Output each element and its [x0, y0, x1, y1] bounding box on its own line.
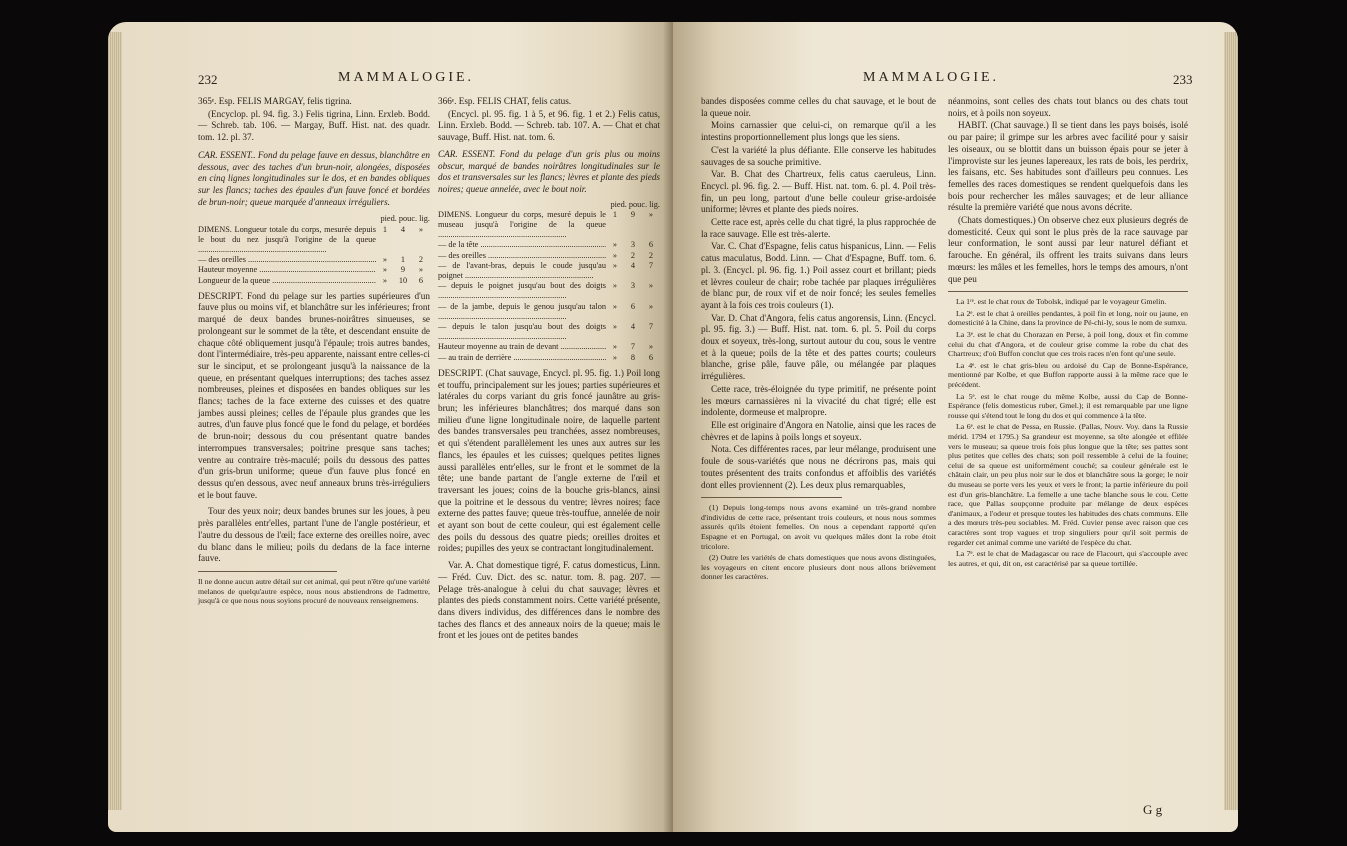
footnote-rule	[701, 497, 842, 498]
essential-characters-366: CAR. ESSENT. Fond du pelage d'un gris plus ou moins obscur, marqué de bandes noirâtres longitudinales sur le dos et transversales sur les flancs; lèvres et plante des pieds noires; queue annelée, avec le bout noir.	[438, 148, 660, 194]
remarkable-varieties: néanmoins, sont celles des chats tout blancs ou des chats tout noirs, et à poils non soyeux.	[948, 96, 1188, 118]
essential-characters-365: CAR. ESSENT.. Fond du pelage fauve en dessus, blanchâtre en dessous, avec des taches d'un brun-noir, alongées, disposées en cinq lignes longitudinales sur le dos, et en bandes obliques sur les flancs; taches des épaules d'un fauve foncé et bordées de brun-noir; queue marquée d'anneaux irréguliers.	[198, 149, 430, 207]
variety-note: La 1ʳᵉ. est le chat roux de Tobolsk, indiqué par le voyageur Gmelin.	[956, 297, 1167, 307]
dimension-row: DIMENS. Longueur du corps, mesuré depuis le museau jusqu'à l'origine de la queue ..... 1 9 »	[438, 210, 660, 241]
species-heading-366: 366ᵉ. Esp. FELIS CHAT, felis catus.	[438, 96, 572, 106]
signature-mark: G g	[1143, 802, 1163, 817]
notes-rule	[948, 291, 1188, 292]
species-heading-365: 365ᵉ. Esp. FELIS MARGAY, felis tigrina.	[198, 96, 352, 106]
variety-a: Var. A. Chat domestique tigré, F. catus domesticus, Linn. — Fréd. Cuv. Dict. des sc. natur. tom. 8. pag. 207. — Pelage très-analogue à celui du chat sauvage; lèvres et plantes des pieds constamment noirs. Cette variété présente, dans divers individus, des différences dans le nombre des taches des flancs et des anneaux noirs de la queue; mais le front et les joues ont de petites bandes	[438, 560, 660, 641]
right-page-number: 233	[1173, 72, 1193, 87]
dimension-row: — de la jambe, depuis le genou jusqu'au talon ..... » 6 »	[438, 302, 660, 322]
left-column-1	[198, 96, 430, 606]
variety-a-habits: C'est la variété la plus défiante. Elle conserve les habitudes sauvages de sa souche primitive.	[701, 144, 936, 167]
left-page	[108, 22, 673, 832]
species-refs-366: (Encycl. pl. 95. fig. 1 à 5, et 96. fig. 1 et 2.) Felis catus, Linn. Erxleb. Bodd. — Schreb. tab. 107. A. — Chat et chat sauvage, Buff. Hist. nat. tom. 6.	[438, 108, 660, 143]
dimensions-table-365	[198, 214, 430, 285]
right-column-2	[948, 96, 1188, 570]
footnote-1: (1) Depuis long-temps nous avons examiné un très-grand nombre d'individus de cette race, présentant trois couleurs, et nous nous sommes assurés qu'ils étoient femelles. On nous a cependant rapporté qu'en Espagne et en Portugal, on avoit vu quelques mâles dont la robe étoit tricolore.	[701, 503, 936, 551]
species-refs-365: (Encyclop. pl. 94. fig. 3.) Felis tigrina, Linn. Erxleb. Bodd. — Schreb. tab. 106. — Margay, Buff. Hist. nat. des quadr. tom. 12. pl. 37.	[198, 108, 430, 143]
variety-note: La 3ᵉ. est le chat du Chorazan en Perse, à poil long, doux et fin comme celui du chat d'Angora, et de couleur grise comme la robe du chat des Chartreux; d'où Buffon conclut que ces trois races n'en font qu'une seule.	[948, 330, 1188, 359]
dimension-row: — au train de derrière ..... » 8 6	[438, 353, 660, 363]
footnote-rule	[198, 571, 337, 572]
description-365: DESCRIPT. Fond du pelage sur les parties supérieures d'un fauve plus ou moins vif, et blanchâtre sur les inférieures; front marqué de deux bandes brunes-noirâtres sinueuses, se prolongeant sur le sommet de la tête, et descendant ensuite de chaque côté obliquement jusqu'à l'épaule; trois autres bandes, dont l'intermédiaire, très-peu apparente, naissant entre celles-ci sur le sinciput, et se prolongeant jusqu'à la naissance de la queue, en présentant quelques interruptions; des taches assez nombreuses, pleines et disposées en bandes obliques sur les flancs; taches de la face externe des cuisses et des quatre jambes aussi pleines; celles de l'épaule plus grandes que les autres, d'un fauve plus foncé que le fond du pelage, et bordées de brun-noir; dessous du cou présentant quatre bandes interrompues transversales; poitrine presque sans taches; ventre au contraire très-maculé; poils du dessous des pattes d'un gris-brun uniforme; queue d'un fauve plus foncé en dessus qu'en dessous, avec neuf anneaux bruns très-irréguliers et le bout fauve.	[198, 290, 430, 500]
habitat-paragraph: HABIT. (Chat sauvage.) Il se tient dans les pays boisés, isolé ou par paire; il grimpe sur les arbres avec facilité pour y saisir les oiseaux, ou se blottit dans un buisson épais pour se jeter à l'improviste sur les jeunes lapereaux, les rats de bois, les perdrix, les faisans, etc. Ses habitudes sont d'ailleurs peu connues. Les femelles des races domestiques se rendent quelquefois dans les bois pour rechercher les mâles sauvages; et de leur alliance résulte la première variété que nous avons décrite.	[948, 120, 1188, 213]
right-column-1	[701, 96, 936, 584]
variety-a-continued: bandes disposées comme celles du chat sauvage, et le bout de la queue noir.	[701, 96, 936, 118]
variety-d: Var. D. Chat d'Angora, felis catus angorensis, Linn. (Encycl. pl. 95. fig. 3.) — Buff. Hist. nat. tom. 6. pl. 5. Poil du corps doux et soyeux, très-long, surtout autour du cou, sous le ventre et à la queue; poils de la tête et des pattes courts; couleurs blanche, grise pâle, fauve pâle, ou mélangée par plaques irrégulières.	[701, 312, 936, 382]
dimension-row: — de la tête ..... » 3 6	[438, 240, 660, 250]
variety-a-intestines: Moins carnassier que celui-ci, on remarque qu'il a les intestins proportionnellement plus longs que les siens.	[701, 120, 936, 143]
dimensions-header: pied. pouc. lig.	[380, 214, 430, 224]
variety-note: La 2ᵉ. est le chat à oreilles pendantes, à poil fin et long, noir ou jaune, en domesticité à la Chine, dans la province de Pé-chi-ly, sous le nom de sumxu.	[948, 308, 1188, 328]
nota-paragraph: Nota. Ces différentes races, par leur mélange, produisent une foule de sous-variétés que nous ne décrirons pas, mais qui toutes présentent des traits confondus et affoiblis des variétés dont elles proviennent (2). Les deux plus remarquables,	[701, 444, 936, 490]
description-366: DESCRIPT. (Chat sauvage, Encycl. pl. 95. fig. 1.) Poil long et touffu, principalement sur les joues; parties supérieures et latérales du corps variant du gris foncé jaunâtre au gris-brun; les inférieures blanchâtres; dos marqué dans son milieu d'une ligne longitudinale noire, de laquelle partent des bandes transversales peu tranchées, assez nombreuses, et qui s'étendent parallèlement les unes aux autres sur les flancs, les épaules et les cuisses; quelques petites lignes aussi parallèles entr'elles, sur le front et le sommet de la tête; une bande partant de l'angle externe de l'œil et traversant les joues; coins de la bouche gris-blancs, ainsi que la poitrine et le dessous du ventre; lèvres noires; face externe des pattes fauve; queue très-touffue, annelée de noir et ayant son bout de cette couleur, qui est également celle des poils du dessous des quatre pieds; oreilles droites et roides; pupilles des yeux se contractant longitudinalement.	[438, 367, 660, 554]
footnote-365: Il ne donne aucun autre détail sur cet animal, qui peut n'être qu'une variété melanos de quelqu'autre espèce, nous nous abstiendrons de l'admettre, jusqu'à ce que nous nous soyions procuré de nouveaux renseignemens.	[198, 576, 430, 606]
variety-d-origin: Elle est originaire d'Angora en Natolie, ainsi que les races de chèvres et de lapins à poils longs et soyeux.	[701, 419, 936, 442]
dimension-row: — de l'avant-bras, depuis le coude jusqu'au poignet ..... » 4 7	[438, 261, 660, 281]
footnote-2: (2) Outre les variétés de chats domestiques que nous avons distinguées, les voyageurs en citent encore plusieurs dont nous allons brièvement donner les caractères.	[701, 553, 936, 582]
domestic-cats-paragraph: (Chats domestiques.) On observe chez eux plusieurs degrés de domesticité. Ceux qui sont le plus près de la race sauvage par leur conformation, le sont aussi par leur naturel défiant et farouche. En général, ils offrent les traits suivans dans leurs mœurs: les mâles et les femelles, hors le temps des amours, n'ont que peu	[948, 215, 1188, 284]
left-page-edges	[108, 32, 122, 810]
variety-note: La 7ᵉ. est le chat de Madagascar ou race de Flacourt, qui s'accouple avec les autres, et qui, dit on, est caractérisé par sa queue tortillée.	[948, 549, 1188, 568]
left-page-number: 232	[198, 72, 218, 87]
description-365-face: Tour des yeux noir; deux bandes brunes sur les joues, à peu près parallèles entr'elles, partant l'une de l'angle postérieur, et l'autre du dessous de l'œil; face externe des oreilles noire, avec du blanc dans le milieu; poils du dedans de la face interne fauve.	[198, 506, 430, 564]
right-page-edges	[1224, 32, 1238, 810]
book-gutter	[663, 22, 673, 832]
travellers-varieties-notes	[948, 297, 1188, 568]
variety-b: Var. B. Chat des Chartreux, felis catus caeruleus, Linn. Encycl. pl. 96. fig. 2. — Buff. Hist. nat. tom. 6. pl. 4. Poil très-fin, un peu long, partout d'une belle couleur grise-ardoisée uniforme; lèvres et plante des pieds noires.	[701, 169, 936, 215]
dimension-row: Hauteur moyenne au train de devant ..... » 7 »	[438, 342, 660, 352]
dimension-row: — des oreilles ..... » 1 2	[198, 255, 430, 265]
variety-note: La 6ᵉ. est le chat de Pessa, en Russie. (Pallas, Nouv. Voy. dans la Russie mérid. 1794 et 1795.) Sa grandeur est moyenne, sa tête alongée et effilée vers le museau; sa queue trois fois plus longue que la tête; ses pattes sont plus petites que celles des chats; son poil ressemble à celui de la fouine; celui de sa queue est uniformément couché; sa couleur générale est le châtain clair, un peu plus noir sur le dos et blanchâtre sous la gorge; le noir du museau se porte vers les yeux et vers le front; la partie inférieure du poil est d'un gris-blanchâtre. La femelle a une tache blanche sous le cou. Cette race, que Pallas soupçonne produite par mélange de deux espèces d'animaux, a l'odeur et presque toutes les habitudes des chats communs. Elle a des mœurs très-peu sociables. M. Fréd. Cuvier pense avec raison que ces caractères sont trop vagues et trop singuliers pour qu'il soit permis de regarder cet animal comme une variété de l'espèce du chat.	[948, 422, 1188, 547]
dimension-row: Hauteur moyenne ..... » 9 »	[198, 265, 430, 275]
open-book	[108, 22, 1238, 832]
dimension-row: — des oreilles ..... » 2 2	[438, 251, 660, 261]
dimensions-header: pied. pouc. lig.	[610, 199, 660, 209]
variety-d-character: Cette race, très-éloignée du type primitif, ne présente point les mœurs carnassières ni la vivacité du chat tigré; elle est indolente, dormeuse et malpropre.	[701, 383, 936, 418]
left-running-head: MAMMALOGIE.	[338, 70, 475, 85]
dimension-row: — depuis le talon jusqu'au bout des doigts ..... » 4 7	[438, 322, 660, 342]
variety-c: Var. C. Chat d'Espagne, felis catus hispanicus, Linn. — Felis catus maculatus, Bodd. Linn. — Chat d'Espagne, Buff. tom. 6. pl. 3. (Encycl. pl. 96. fig. 1.) Poil assez court et brillant; pieds et lèvres couleur de chair; robe tachée par plaques irrégulières de blanc pur, de roux vif et de noir foncé; les seules femelles ayant à la fois ces trois couleurs (1).	[701, 241, 936, 310]
dimension-row: DIMENS. Longueur totale du corps, mesurée depuis le bout du nez jusqu'à l'origine de la queue ..... 1 4 »	[198, 225, 430, 256]
dimensions-table-366	[438, 200, 660, 363]
right-page	[673, 22, 1238, 832]
footnotes-right	[701, 503, 936, 582]
right-running-head: MAMMALOGIE.	[863, 70, 1000, 85]
dimension-row: Longueur de la queue ..... » 10 6	[198, 276, 430, 286]
dimension-row: — depuis le poignet jusqu'au bout des doigts ..... » 3 »	[438, 281, 660, 301]
left-column-2	[438, 96, 660, 643]
variety-b-note: Cette race est, après celle du chat tigré, la plus rapprochée de la race sauvage. Elle est très-alerte.	[701, 217, 936, 239]
variety-note: La 4ᵉ. est le chat gris-bleu ou ardoisé du Cap de Bonne-Espérance, mentionné par Kolbe, et que Buffon rapporte aussi à la même race que le précédent.	[948, 360, 1188, 389]
variety-note: La 5ᵉ. est le chat rouge du même Kolbe, aussi du Cap de Bonne-Espérance (felis domesticus ruber, Gmel.); il est remarquable par une ligne rousse qui s'étend tout le long du dos et qui commence à la tête.	[948, 391, 1188, 420]
dimension-rows-366	[438, 240, 660, 362]
